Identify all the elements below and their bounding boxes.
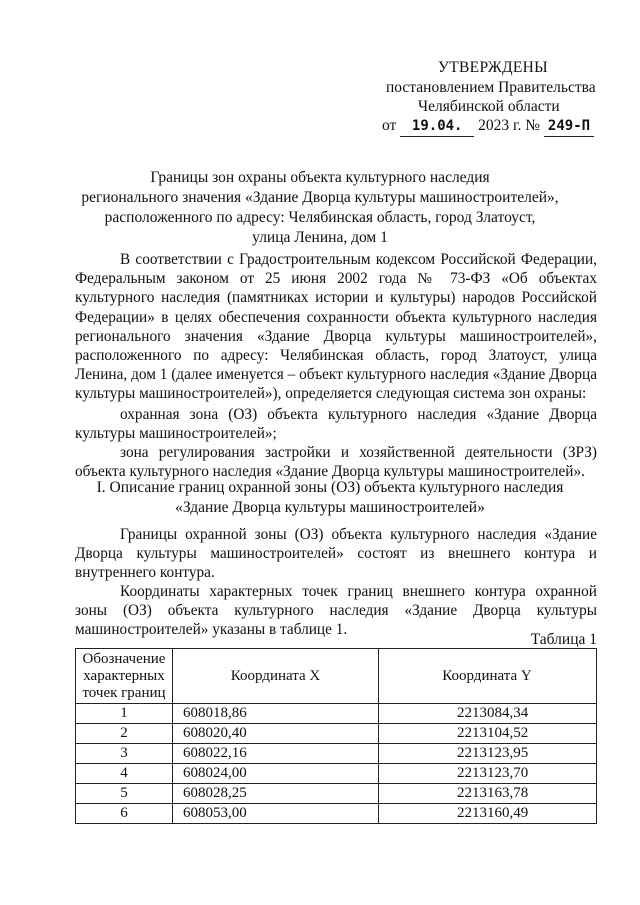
table-row: [76, 744, 597, 764]
table-row: [76, 804, 597, 824]
cell-point: 1: [76, 704, 173, 724]
title-line: Границы зон охраны объекта культурного наследия: [150, 169, 490, 186]
table-caption: Таблица 1: [530, 631, 597, 648]
year-text: 2023 г. №: [478, 117, 541, 134]
section-heading-line: «Здание Дворца культуры машиностроителей»: [175, 499, 485, 516]
cell-y: 2213123,70: [379, 764, 597, 784]
cell-x: 608028,25: [173, 784, 379, 804]
cell-x: 608053,00: [173, 804, 379, 824]
cell-y: 2213160,49: [379, 804, 597, 824]
body-paragraph-contours: Границы охранной зоны (ОЗ) объекта культурного наследия «Здание Дворца культуры машиностроителей» состоят из внешнего контура и внутреннего контура.: [75, 526, 597, 582]
table-row: [76, 724, 597, 744]
decree-number: 249-П: [544, 116, 594, 137]
title-line: расположенного по адресу: Челябинская область, город Златоуст,: [104, 209, 536, 226]
section-heading-line: I. Описание границ охранной зоны (ОЗ) объекта культурного наследия: [96, 479, 564, 496]
cell-x: 608018,86: [173, 704, 379, 724]
approval-region: Челябинской области: [418, 98, 560, 115]
cell-point: 2: [76, 724, 173, 744]
cell-point: 4: [76, 764, 173, 784]
approval-heading: УТВЕРЖДЕНЫ: [438, 59, 548, 76]
approval-date-line: [382, 116, 594, 137]
cell-y: 2213104,52: [379, 724, 597, 744]
section-heading: [80, 478, 580, 518]
cell-x: 608020,40: [173, 724, 379, 744]
title-line: улица Ленина, дом 1: [252, 229, 388, 246]
header-point: Обозначение характерных точек границ: [76, 649, 173, 704]
coordinates-table: [75, 648, 597, 824]
zone-item-protective: охранная зона (ОЗ) объекта культурного наследия «Здание Дворца культуры машиностроителей»;: [75, 406, 597, 443]
table-header-row: [76, 649, 597, 704]
cell-point: 3: [76, 744, 173, 764]
cell-y: 2213123,95: [379, 744, 597, 764]
cell-y: 2213163,78: [379, 784, 597, 804]
intro-paragraph: В соответствии с Градостроительным кодексом Российской Федерации, Федеральным законом от 25 июня 2002 года № 73-ФЗ «Об объектах культурного наследия (памятниках истории и культуры) народов Российской Федерации» в целях обеспечения сохранности объекта культурного наследия регионального значения «Здание Дворца культуры машиностроителей», расположенного по адресу: Челябинская область, город Златоуст, улица Ленина, дом 1 (далее именуется – объект культурного наследия «Здание Дворца культуры машиностроителей»), определяется следующая система зон охраны:: [75, 251, 597, 403]
cell-y: 2213084,34: [379, 704, 597, 724]
table-row: [76, 764, 597, 784]
date-prefix: от: [382, 117, 397, 134]
header-y: Координата Y: [379, 649, 597, 704]
cell-point: 6: [76, 804, 173, 824]
date-value: 19.04.: [400, 116, 474, 137]
body-paragraph-coordinates: Координаты характерных точек границ внешнего контура охранной зоны (ОЗ) объекта культурного наследия «Здание Дворца культуры машиностроителей» указаны в таблице 1.: [75, 583, 597, 639]
zone-item-regulation: зона регулирования застройки и хозяйственной деятельности (ЗРЗ) объекта культурного наследия «Здание Дворца культуры машиностроителей».: [75, 444, 597, 481]
cell-x: 608022,16: [173, 744, 379, 764]
table-row: [76, 704, 597, 724]
header-x: Координата X: [173, 649, 379, 704]
cell-point: 5: [76, 784, 173, 804]
document-title: [70, 168, 570, 248]
cell-x: 608024,00: [173, 764, 379, 784]
title-line: регионального значения «Здание Дворца культуры машиностроителей»,: [81, 189, 559, 206]
approval-issuer: постановлением Правительства: [386, 79, 596, 96]
table-row: [76, 784, 597, 804]
